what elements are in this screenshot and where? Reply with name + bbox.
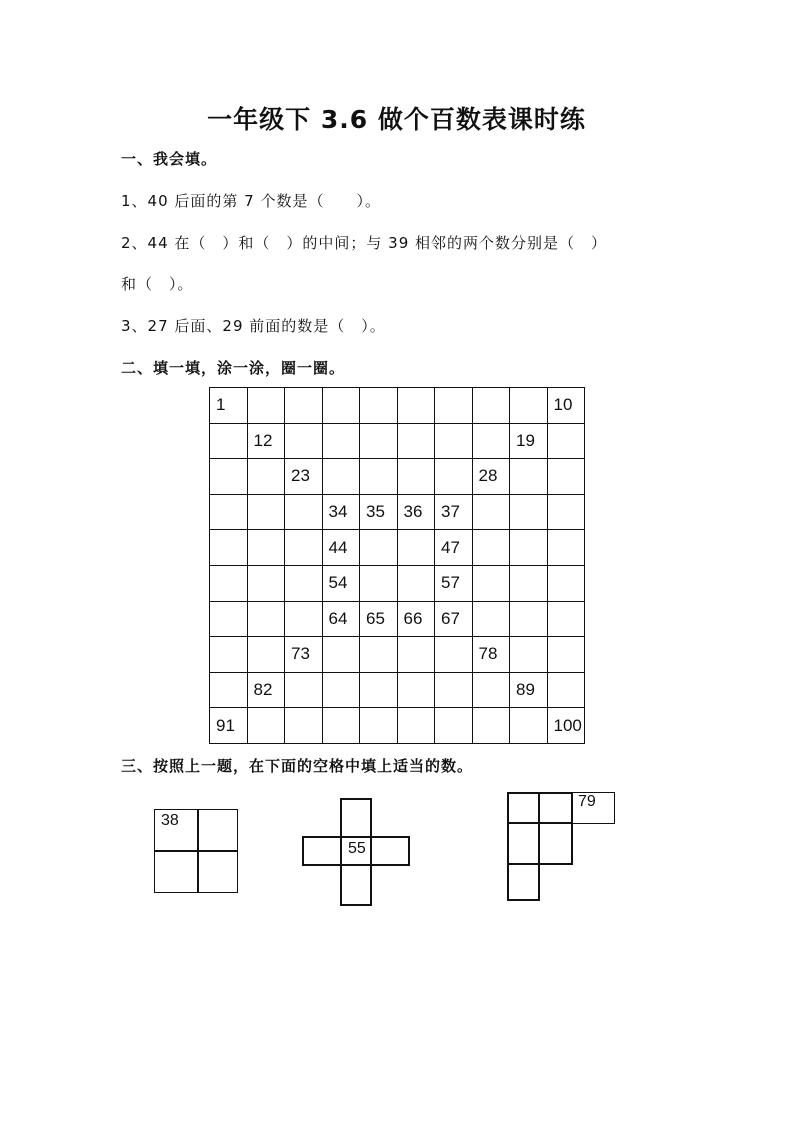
hundred-chart (209, 387, 585, 744)
grid-cell[interactable] (472, 423, 510, 459)
grid-cell[interactable] (510, 494, 548, 530)
grid-row (210, 601, 585, 637)
grid-cell[interactable] (210, 601, 248, 637)
grid-cell[interactable] (210, 637, 248, 673)
grid-row (210, 708, 585, 744)
grid-cell[interactable] (360, 530, 398, 566)
grid-cell[interactable]: 91 (210, 708, 248, 744)
grid-row (210, 423, 585, 459)
grid-cell[interactable] (510, 530, 548, 566)
grid-cell[interactable] (285, 601, 323, 637)
question-3: 3、27 后面、29 前面的数是（ ）。 (121, 317, 386, 335)
grid-cell[interactable] (397, 388, 435, 424)
square-cell[interactable] (197, 850, 238, 893)
section2-heading: 二、填一填，涂一涂，圈一圈。 (121, 359, 346, 377)
grid-cell[interactable] (210, 423, 248, 459)
grid-cell[interactable] (360, 388, 398, 424)
cross-cell-bottom[interactable] (340, 864, 372, 906)
cross-cell-right[interactable] (370, 836, 410, 866)
grid-cell[interactable]: 35 (360, 494, 398, 530)
grid-cell[interactable] (547, 637, 585, 673)
grid-cell[interactable] (285, 388, 323, 424)
grid-cell[interactable] (435, 672, 473, 708)
grid-cell[interactable] (510, 388, 548, 424)
grid-cell[interactable] (510, 601, 548, 637)
cross-cell-center-55[interactable]: 55 (340, 836, 372, 866)
question-2-line1: 2、44 在（ ）和（ ）的中间；与 39 相邻的两个数分别是（ ） (121, 234, 608, 252)
grid-cell[interactable]: 66 (397, 601, 435, 637)
grid-cell[interactable] (547, 565, 585, 601)
grid-cell[interactable] (360, 708, 398, 744)
grid-cell[interactable] (397, 708, 435, 744)
grid-cell[interactable]: 34 (322, 494, 360, 530)
grid-cell[interactable]: 37 (435, 494, 473, 530)
stair-cell[interactable] (507, 822, 540, 865)
grid-cell[interactable] (360, 672, 398, 708)
grid-cell[interactable] (547, 672, 585, 708)
square-cell[interactable] (154, 850, 199, 893)
grid-cell[interactable]: 82 (247, 672, 285, 708)
grid-cell[interactable] (435, 388, 473, 424)
grid-cell[interactable] (510, 459, 548, 495)
grid-cell[interactable]: 89 (510, 672, 548, 708)
grid-cell[interactable] (397, 459, 435, 495)
grid-cell[interactable] (210, 530, 248, 566)
grid-cell[interactable] (210, 459, 248, 495)
stair-cell[interactable] (538, 792, 573, 824)
grid-cell[interactable]: 1 (210, 388, 248, 424)
grid-cell[interactable]: 36 (397, 494, 435, 530)
grid-cell[interactable] (247, 565, 285, 601)
grid-cell[interactable] (322, 637, 360, 673)
stair-cell[interactable] (507, 863, 540, 901)
stair-cell-79[interactable]: 79 (571, 792, 615, 824)
grid-cell[interactable] (322, 459, 360, 495)
grid-cell[interactable] (247, 494, 285, 530)
grid-cell[interactable]: 64 (322, 601, 360, 637)
grid-cell[interactable] (472, 530, 510, 566)
grid-cell[interactable]: 12 (247, 423, 285, 459)
square-cell[interactable] (197, 809, 238, 852)
grid-cell[interactable] (435, 708, 473, 744)
grid-row (210, 637, 585, 673)
grid-cell[interactable]: 47 (435, 530, 473, 566)
grid-row (210, 530, 585, 566)
grid-cell[interactable]: 73 (285, 637, 323, 673)
grid-cell[interactable] (547, 494, 585, 530)
stair-cell[interactable] (538, 822, 573, 865)
grid-cell[interactable] (397, 672, 435, 708)
square-cell-38[interactable]: 38 (154, 809, 199, 852)
grid-cell[interactable]: 19 (510, 423, 548, 459)
question-1: 1、40 后面的第 7 个数是（ ）。 (121, 192, 381, 210)
grid-cell[interactable] (247, 459, 285, 495)
grid-cell[interactable] (210, 494, 248, 530)
question-2-line2: 和（ ）。 (121, 275, 194, 293)
grid-cell[interactable]: 54 (322, 565, 360, 601)
cross-cell-top[interactable] (340, 798, 372, 838)
grid-cell[interactable]: 10 (547, 388, 585, 424)
grid-cell[interactable] (397, 565, 435, 601)
grid-cell[interactable] (247, 708, 285, 744)
grid-row (210, 388, 585, 424)
grid-row (210, 494, 585, 530)
grid-cell[interactable]: 44 (322, 530, 360, 566)
grid-cell[interactable] (397, 530, 435, 566)
grid-cell[interactable] (472, 601, 510, 637)
grid-cell[interactable] (547, 530, 585, 566)
grid-cell[interactable] (210, 672, 248, 708)
grid-cell[interactable] (472, 708, 510, 744)
grid-cell[interactable] (360, 459, 398, 495)
grid-cell[interactable] (397, 637, 435, 673)
grid-cell[interactable] (397, 423, 435, 459)
grid-row (210, 565, 585, 601)
section1-heading: 一、我会填。 (121, 150, 218, 168)
grid-cell[interactable] (510, 708, 548, 744)
grid-row (210, 672, 585, 708)
grid-cell[interactable]: 100 (547, 708, 585, 744)
grid-cell[interactable] (360, 565, 398, 601)
grid-cell[interactable] (435, 637, 473, 673)
grid-cell[interactable] (247, 601, 285, 637)
grid-cell[interactable] (472, 494, 510, 530)
grid-cell[interactable] (435, 459, 473, 495)
grid-cell[interactable] (547, 601, 585, 637)
grid-cell[interactable] (247, 388, 285, 424)
grid-cell[interactable]: 28 (472, 459, 510, 495)
grid-cell[interactable] (210, 565, 248, 601)
grid-cell[interactable] (285, 423, 323, 459)
grid-cell[interactable]: 23 (285, 459, 323, 495)
grid-cell[interactable] (547, 459, 585, 495)
grid-cell[interactable] (322, 388, 360, 424)
section3-heading: 三、按照上一题，在下面的空格中填上适当的数。 (121, 757, 474, 775)
grid-cell[interactable] (247, 637, 285, 673)
grid-cell[interactable] (360, 637, 398, 673)
grid-cell[interactable]: 67 (435, 601, 473, 637)
grid-cell[interactable] (285, 672, 323, 708)
grid-cell[interactable] (472, 565, 510, 601)
grid-cell[interactable] (472, 672, 510, 708)
grid-cell[interactable] (547, 423, 585, 459)
grid-cell[interactable]: 78 (472, 637, 510, 673)
cross-cell-left[interactable] (302, 836, 342, 866)
grid-cell[interactable]: 65 (360, 601, 398, 637)
grid-cell[interactable] (285, 530, 323, 566)
stair-cell[interactable] (507, 792, 540, 824)
grid-cell[interactable] (285, 494, 323, 530)
grid-cell[interactable] (322, 708, 360, 744)
grid-cell[interactable] (285, 565, 323, 601)
grid-cell[interactable] (360, 423, 398, 459)
grid-cell[interactable] (322, 423, 360, 459)
page-title: 一年级下 3.6 做个百数表课时练 (207, 105, 586, 134)
grid-cell[interactable] (247, 530, 285, 566)
grid-cell[interactable] (510, 637, 548, 673)
grid-row (210, 459, 585, 495)
grid-cell[interactable] (285, 708, 323, 744)
grid-cell[interactable] (322, 672, 360, 708)
grid-cell[interactable] (435, 423, 473, 459)
grid-cell[interactable] (472, 388, 510, 424)
grid-cell[interactable] (510, 565, 548, 601)
grid-cell[interactable]: 57 (435, 565, 473, 601)
